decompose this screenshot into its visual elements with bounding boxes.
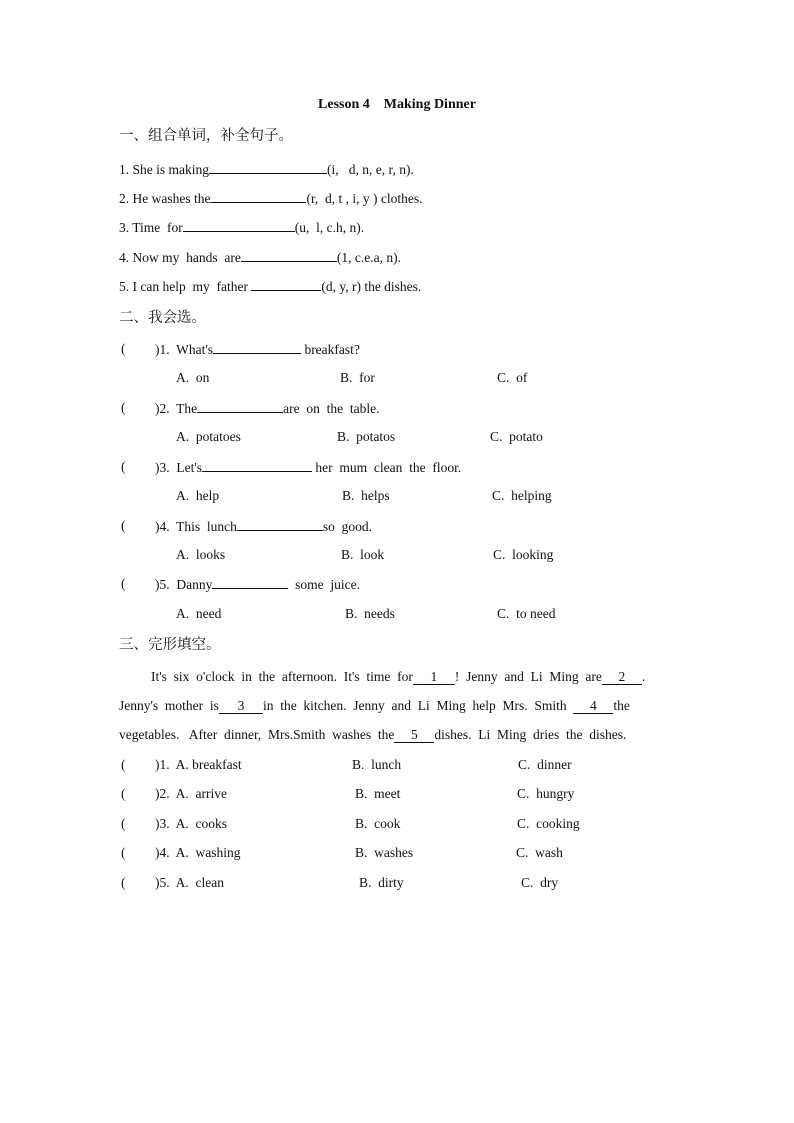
option-c[interactable]: C. of: [497, 370, 528, 385]
fill-item-1: [119, 160, 414, 179]
answer-blank[interactable]: [197, 399, 283, 413]
option-a[interactable]: A. looks: [176, 547, 226, 562]
choice-question-3: [155, 458, 461, 477]
section-heading-2: 二、我会选。: [119, 310, 206, 326]
option-c[interactable]: C. dry: [521, 875, 559, 890]
option-b[interactable]: B. look: [341, 547, 385, 562]
cloze-blank-5[interactable]: 5: [394, 727, 434, 743]
answer-paren[interactable]: (: [121, 400, 126, 415]
option-a[interactable]: A. need: [176, 606, 222, 621]
answer-paren[interactable]: (: [121, 518, 126, 533]
question-rest: her mum clean the floor.: [312, 460, 462, 475]
option-c[interactable]: C. helping: [492, 488, 552, 503]
answer-blank[interactable]: [237, 517, 323, 531]
passage-text: dishes. Li Ming dries the dishes.: [434, 727, 627, 742]
item-text: 5. I can help my father: [119, 279, 252, 294]
option-c[interactable]: C. dinner: [518, 757, 572, 772]
cloze-blank-2[interactable]: 2: [602, 669, 642, 685]
page-title: Lesson 4 Making Dinner: [318, 97, 476, 112]
cloze-question-2[interactable]: )2. A. arrive: [155, 786, 227, 801]
question-rest: are on the table.: [283, 401, 380, 416]
option-c[interactable]: C. wash: [516, 845, 563, 860]
passage-text: the: [613, 698, 630, 713]
option-c[interactable]: C. potato: [490, 429, 543, 444]
question-text: )3. Let's: [155, 460, 203, 475]
question-text: )4. This lunch: [155, 519, 237, 534]
answer-blank[interactable]: [202, 458, 312, 472]
answer-paren[interactable]: (: [121, 576, 126, 591]
answer-blank[interactable]: [251, 277, 321, 291]
answer-blank[interactable]: [183, 218, 295, 232]
answer-paren[interactable]: (: [121, 816, 126, 831]
passage-text: .: [641, 669, 646, 684]
choice-question-5: [155, 575, 360, 594]
answer-blank[interactable]: [210, 189, 306, 203]
option-b[interactable]: B. potatos: [337, 429, 396, 444]
choice-question-1: [155, 340, 360, 359]
passage-line-1: [151, 668, 645, 686]
answer-blank[interactable]: [241, 248, 337, 262]
question-text: )1. What's: [155, 342, 214, 357]
choice-question-2: [155, 399, 379, 418]
section-heading-1: 一、组合单词，补全句子。: [119, 128, 293, 144]
option-a[interactable]: A. potatoes: [176, 429, 241, 444]
passage-text: It's six o'clock in the afternoon. It's time for: [151, 669, 413, 684]
item-text: 3. Time for: [119, 220, 183, 235]
cloze-question-3[interactable]: )3. A. cooks: [155, 816, 227, 831]
option-b[interactable]: B. helps: [342, 488, 390, 503]
option-b[interactable]: B. washes: [355, 845, 414, 860]
question-rest: some juice.: [288, 577, 360, 592]
answer-paren[interactable]: (: [121, 845, 126, 860]
option-b[interactable]: B. needs: [345, 606, 395, 621]
option-a[interactable]: A. help: [176, 488, 220, 503]
option-a[interactable]: A. on: [176, 370, 210, 385]
passage-text: ! Jenny and Li Ming are: [454, 669, 602, 684]
option-c[interactable]: C. cooking: [517, 816, 580, 831]
option-c[interactable]: C. to need: [497, 606, 556, 621]
fill-item-5: [119, 277, 421, 296]
fill-item-2: [119, 189, 423, 208]
passage-text: vegetables. After dinner, Mrs.Smith washes the: [119, 727, 395, 742]
item-hint: (i, d, n, e, r, n).: [327, 162, 414, 177]
item-hint: (r, d, t , i, y ) clothes.: [306, 191, 423, 206]
cloze-blank-4[interactable]: 4: [573, 698, 613, 714]
option-b[interactable]: B. lunch: [352, 757, 402, 772]
passage-line-3: [119, 726, 626, 744]
option-b[interactable]: B. cook: [355, 816, 401, 831]
answer-paren[interactable]: (: [121, 459, 126, 474]
passage-text: Jenny's mother is: [119, 698, 219, 713]
cloze-blank-1[interactable]: 1: [413, 669, 455, 685]
question-rest: breakfast?: [301, 342, 360, 357]
passage-text: in the kitchen. Jenny and Li Ming help Mrs. Smith: [262, 698, 574, 713]
question-rest: so good.: [322, 519, 373, 534]
item-text: 1. She is making: [119, 162, 209, 177]
option-b[interactable]: B. meet: [355, 786, 401, 801]
answer-paren[interactable]: (: [121, 786, 126, 801]
item-hint: (u, l, c.h, n).: [294, 220, 365, 235]
cloze-question-4[interactable]: )4. A. washing: [155, 845, 241, 860]
section-heading-3: 三、完形填空。: [119, 637, 221, 653]
answer-blank[interactable]: [212, 575, 288, 589]
item-text: 4. Now my hands are: [119, 250, 241, 265]
cloze-blank-3[interactable]: 3: [219, 698, 263, 714]
item-hint: (1, c.e.a, n).: [336, 250, 401, 265]
question-text: )5. Danny: [155, 577, 213, 592]
fill-item-3: [119, 218, 364, 237]
item-text: 2. He washes the: [119, 191, 211, 206]
cloze-question-5[interactable]: )5. A. clean: [155, 875, 224, 890]
answer-blank[interactable]: [213, 340, 301, 354]
fill-item-4: [119, 248, 401, 267]
answer-paren[interactable]: (: [121, 875, 126, 890]
option-b[interactable]: B. for: [340, 370, 375, 385]
item-hint: (d, y, r) the dishes.: [321, 279, 422, 294]
question-text: )2. The: [155, 401, 198, 416]
answer-paren[interactable]: (: [121, 341, 126, 356]
answer-paren[interactable]: (: [121, 757, 126, 772]
option-c[interactable]: C. looking: [493, 547, 554, 562]
choice-question-4: [155, 517, 372, 536]
passage-line-2: [119, 697, 630, 715]
option-c[interactable]: C. hungry: [517, 786, 575, 801]
answer-blank[interactable]: [209, 160, 327, 174]
option-b[interactable]: B. dirty: [359, 875, 404, 890]
cloze-question-1[interactable]: )1. A. breakfast: [155, 757, 242, 772]
